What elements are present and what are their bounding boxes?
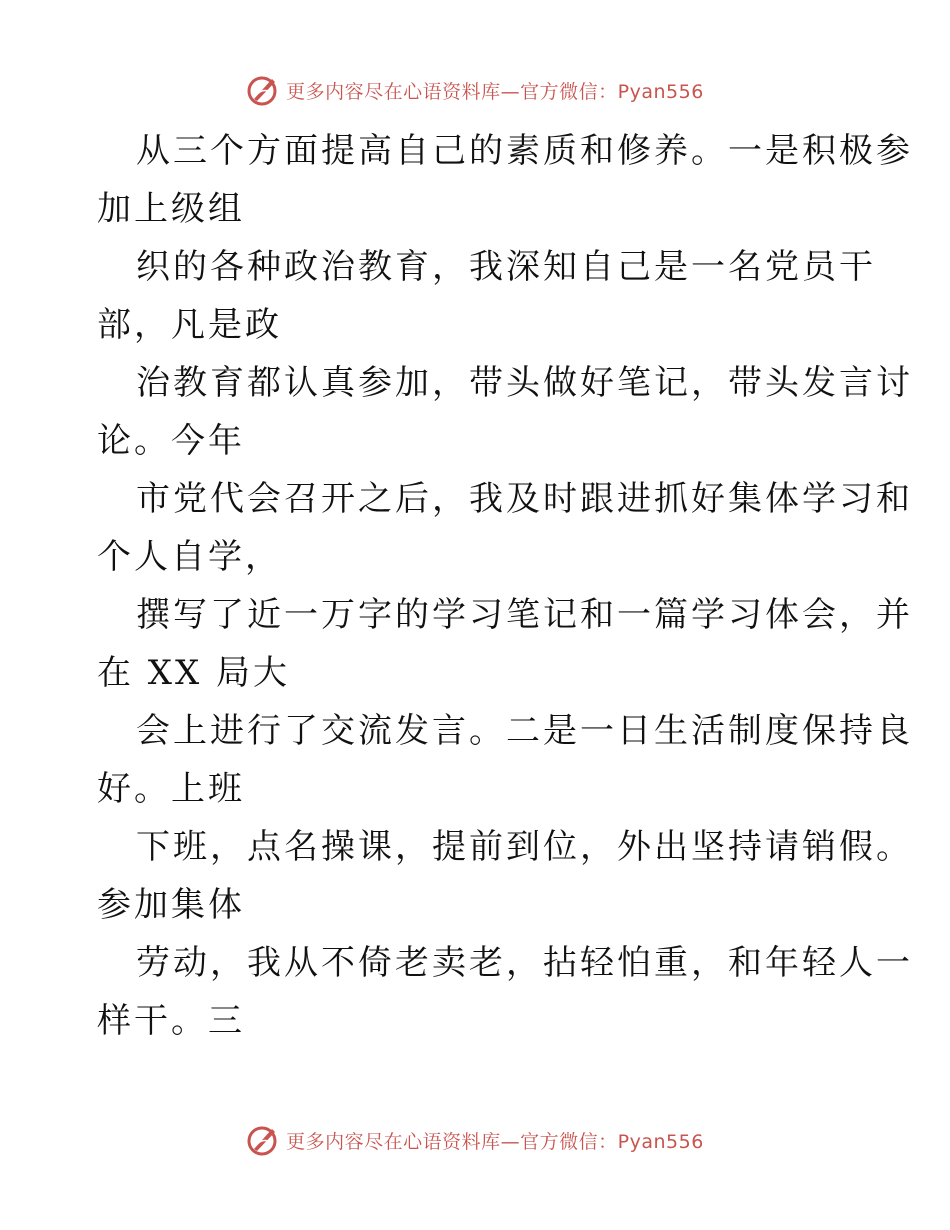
footer-banner-handle: Pyan556 [617,1130,704,1153]
paragraph-line: 部，凡是政 [97,305,282,345]
paragraph-line: 加上级组 [97,189,245,229]
paragraph-line: 治教育都认真参加，带头做好笔记，带头发言讨 [136,363,913,403]
paragraph-line: 个人自学， [97,537,282,577]
quill-seal-icon [246,73,280,107]
header-banner-handle: Pyan556 [617,80,704,103]
document-body [97,122,913,1050]
paragraph-line: 从三个方面提高自己的素质和修养。一是积极参 [136,131,913,171]
paragraph-line: 样干。三 [97,1001,245,1041]
footer-banner-text: 更多内容尽在心语资料库—官方微信：Pyan556 [286,1130,704,1153]
paragraph-line: 在 XX 局大 [97,653,291,693]
paragraph-line: 参加集体 [97,885,245,925]
quill-seal-icon [246,1123,280,1157]
paragraph-line: 下班，点名操课，提前到位，外出坚持请销假。 [136,827,913,867]
paragraph-line: 织的各种政治教育，我深知自己是一名党员干 [136,247,876,287]
paragraph-line: 撰写了近一万字的学习笔记和一篇学习体会，并 [136,595,913,635]
header-banner-text: 更多内容尽在心语资料库—官方微信：Pyan556 [286,80,704,103]
paragraph-line: 会上进行了交流发言。二是一日生活制度保持良 [136,711,913,751]
paragraph-line: 市党代会召开之后，我及时跟进抓好集体学习和 [136,479,913,519]
paragraph-line: 劳动，我从不倚老卖老，拈轻怕重，和年轻人一 [136,943,913,983]
paragraph-line: 论。今年 [97,421,245,461]
paragraph-line: 好。上班 [97,769,245,809]
footer-banner [0,1120,950,1160]
header-banner [0,70,950,110]
